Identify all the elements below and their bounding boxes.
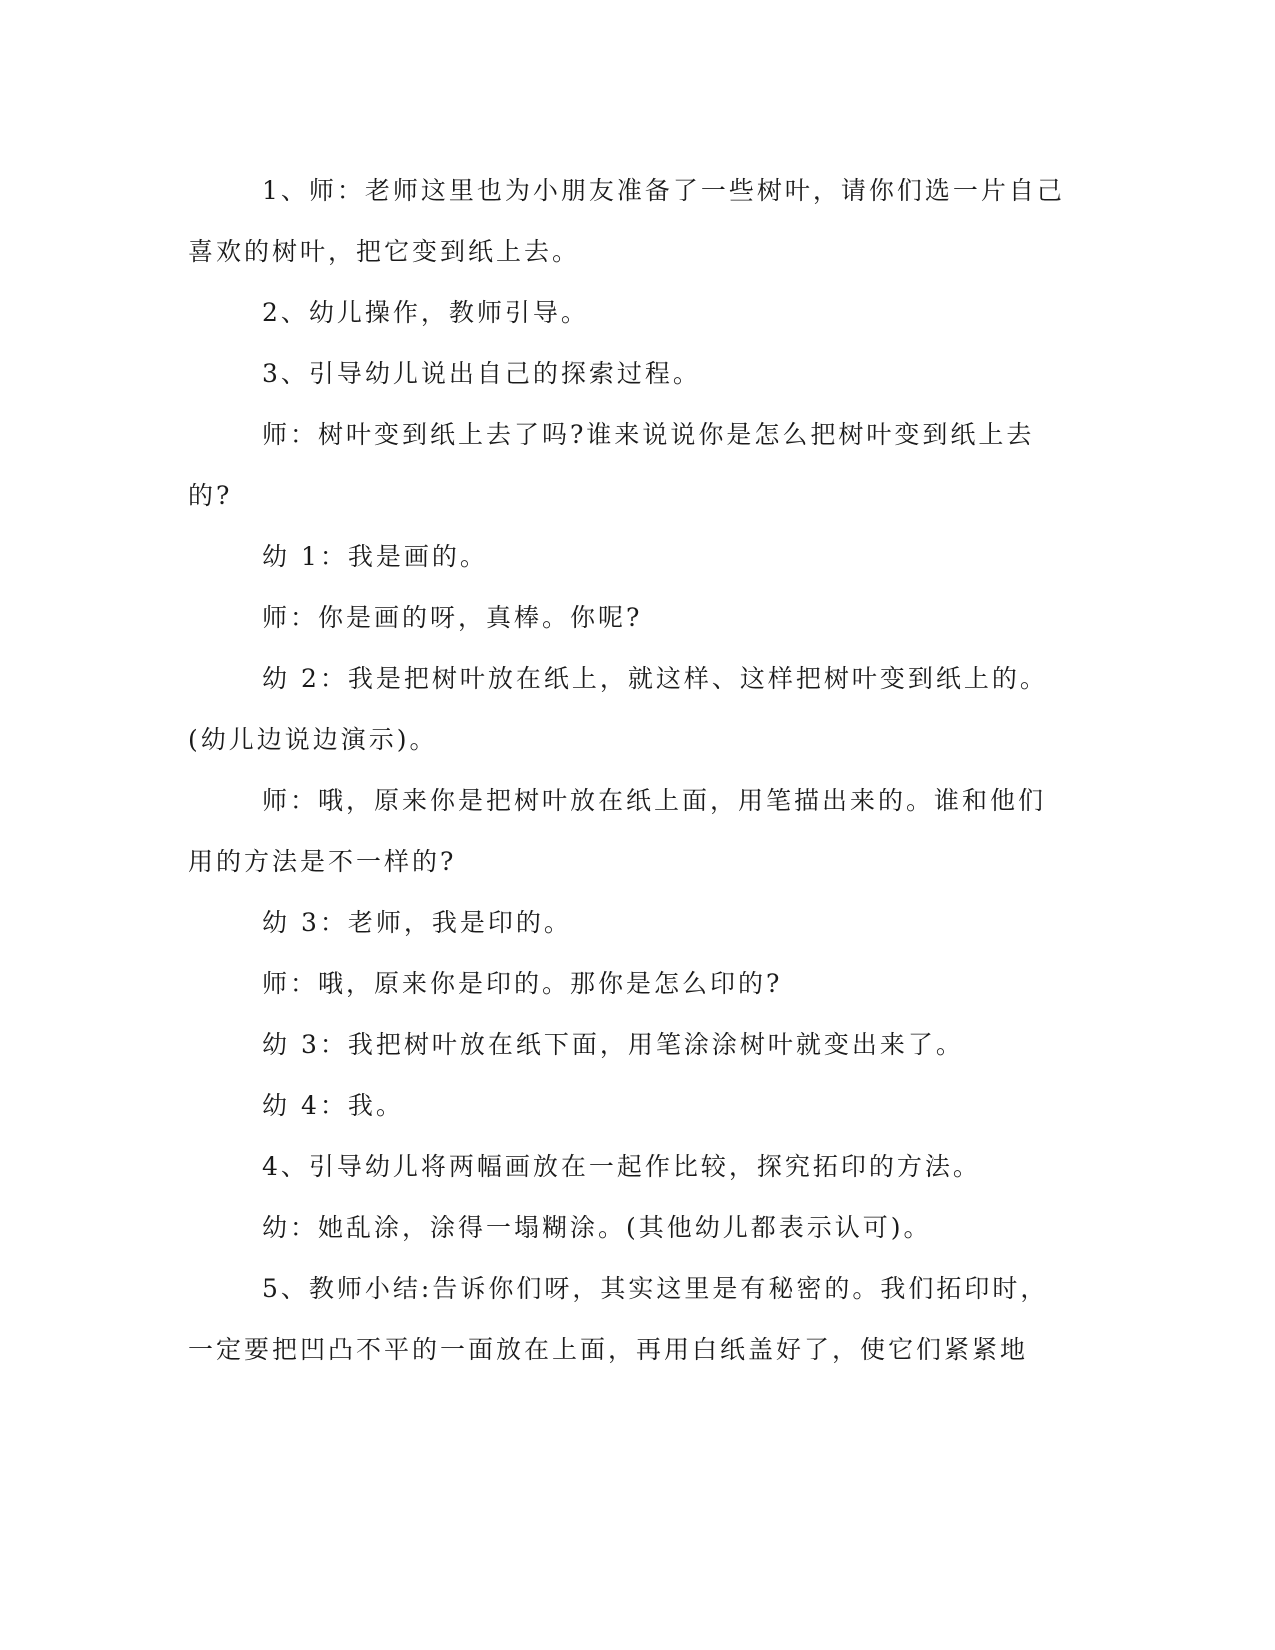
paragraph-5: 幼 1：我是画的。 <box>262 542 488 571</box>
paragraph-14: 幼：她乱涂，涂得一塌糊涂。(其他幼儿都表示认可)。 <box>262 1213 932 1242</box>
document-body <box>188 160 1068 1380</box>
paragraph-3: 3、引导幼儿说出自己的探索过程。 <box>262 359 701 388</box>
paragraph-4: 师：树叶变到纸上去了吗?谁来说说你是怎么把树叶变到纸上去的? <box>188 420 1035 510</box>
paragraph-11: 幼 3：我把树叶放在纸下面，用笔涂涂树叶就变出来了。 <box>262 1030 964 1059</box>
paragraph-15: 5、教师小结:告诉你们呀，其实这里是有秘密的。我们拓印时，一定要把凹凸不平的一面放在上面，再用白纸盖好了，使它们紧紧地 <box>188 1274 1049 1364</box>
paragraph-10: 师：哦，原来你是印的。那你是怎么印的? <box>262 969 783 998</box>
paragraph-1: 1、师：老师这里也为小朋友准备了一些树叶，请你们选一片自己喜欢的树叶，把它变到纸上去。 <box>188 176 1065 266</box>
paragraph-13: 4、引导幼儿将两幅画放在一起作比较，探究拓印的方法。 <box>262 1152 981 1181</box>
paragraph-7: 幼 2：我是把树叶放在纸上，就这样、这样把树叶变到纸上的。(幼儿边说边演示)。 <box>188 664 1048 754</box>
paragraph-9: 幼 3：老师，我是印的。 <box>262 908 572 937</box>
paragraph-12: 幼 4：我。 <box>262 1091 404 1120</box>
paragraph-8: 师：哦，原来你是把树叶放在纸上面，用笔描出来的。谁和他们用的方法是不一样的? <box>188 786 1047 876</box>
paragraph-2: 2、幼儿操作，教师引导。 <box>262 298 589 327</box>
paragraph-6: 师：你是画的呀，真棒。你呢? <box>262 603 643 632</box>
